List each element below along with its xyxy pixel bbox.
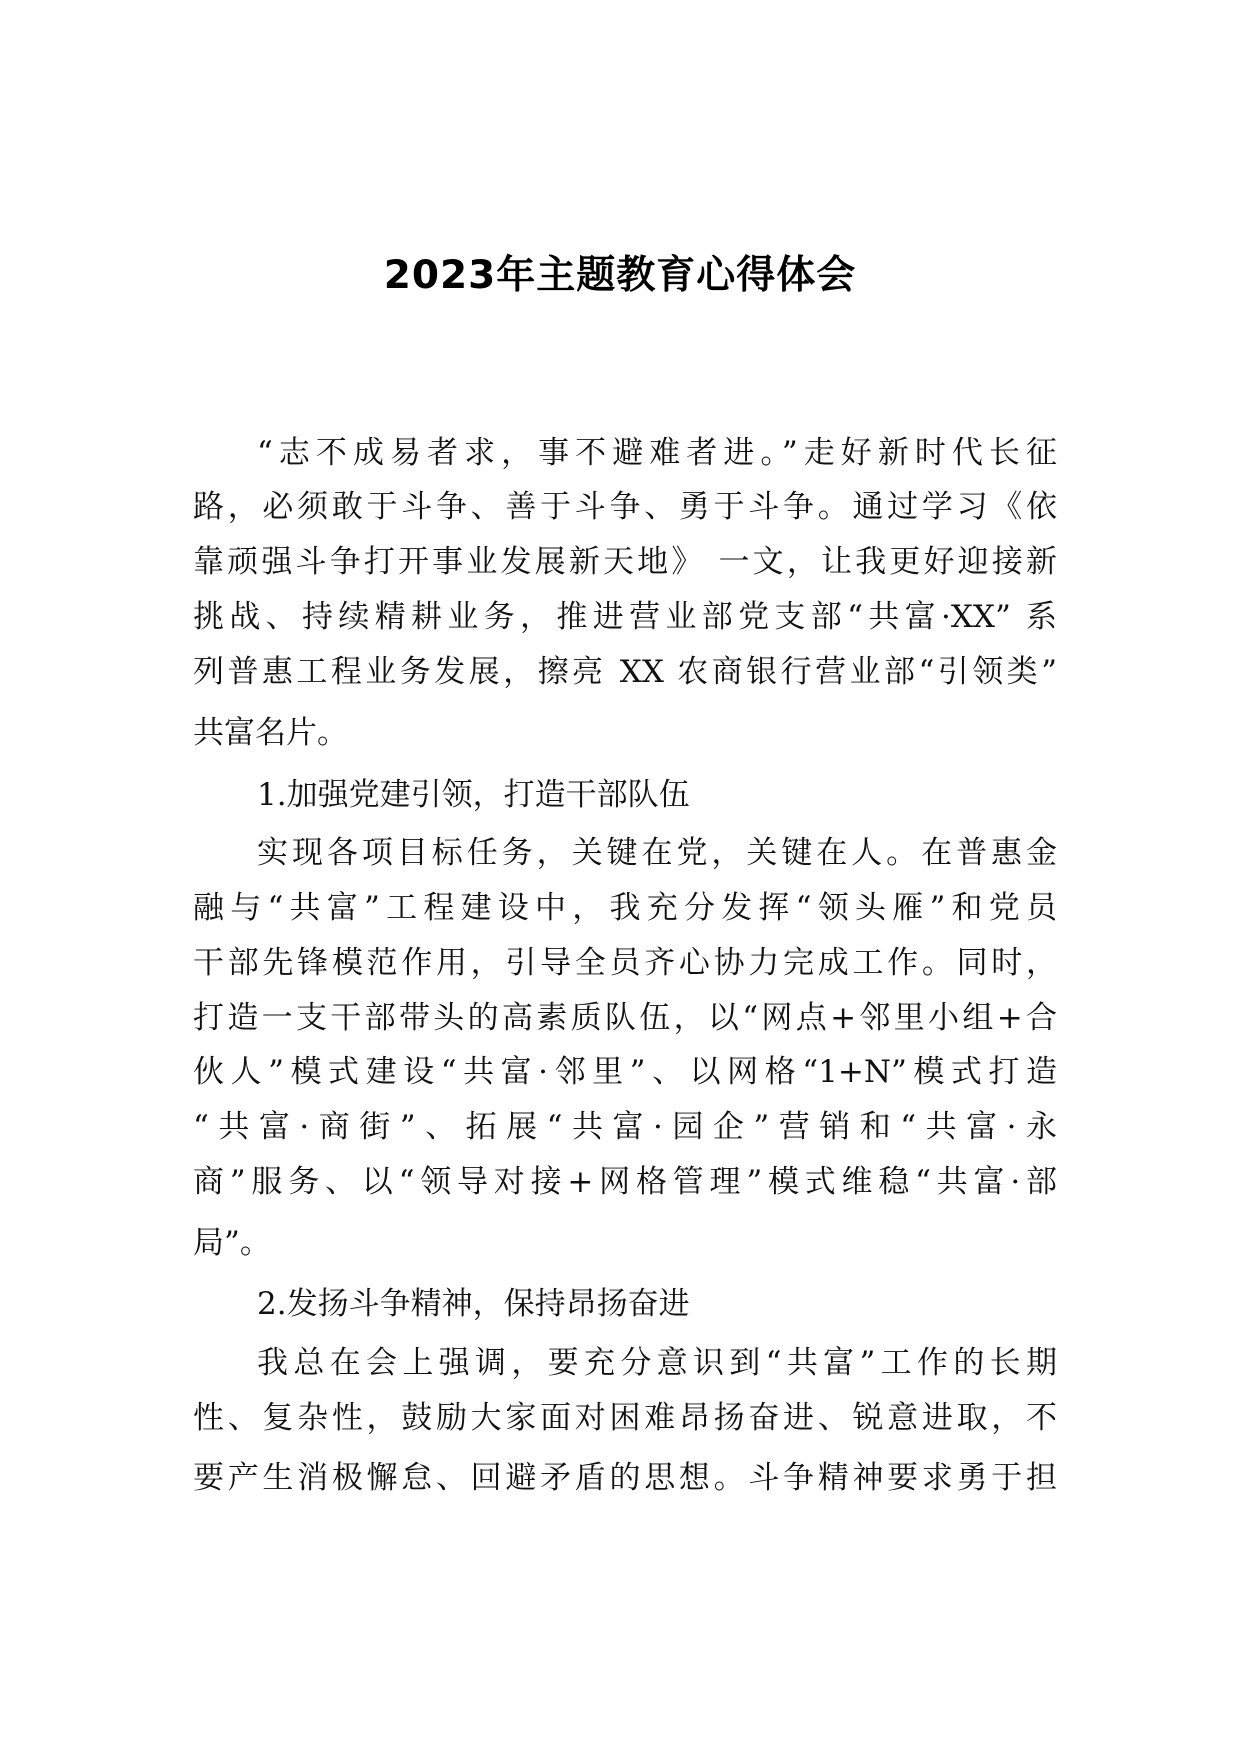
paragraph-line: 干部先锋模范作用，引导全员齐心协力完成工作。同时， <box>193 945 1057 981</box>
section-heading-2: 2.发扬斗争精神，保持昂扬奋进 <box>257 1286 690 1322</box>
paragraph-line: 列普惠工程业务发展，擦亮 XX 农商银行营业部“引领类” <box>193 654 1057 690</box>
paragraph-line: 共富名片。 <box>193 715 348 751</box>
paragraph-line: 打造一支干部带头的高素质队伍，以“网点+邻里小组+合 <box>193 1000 1057 1036</box>
document-title: 2023年主题教育心得体会 <box>383 253 857 298</box>
paragraph-line: 融与“共富”工程建设中，我充分发挥“领头雁”和党员 <box>193 890 1057 926</box>
paragraph-line: 我总在会上强调，要充分意识到“共富”工作的长期 <box>257 1345 1057 1381</box>
paragraph-line: 性、复杂性，鼓励大家面对困难昂扬奋进、锐意进取，不 <box>193 1400 1057 1436</box>
paragraph-line: “志不成易者求，事不避难者进。”走好新时代长征 <box>257 435 1057 471</box>
paragraph-line: 伙人”模式建设“共富·邻里”、以网格“1+N”模式打造 <box>193 1054 1057 1090</box>
paragraph-line: 挑战、持续精耕业务，推进营业部党支部“共富·XX” 系 <box>193 599 1057 635</box>
paragraph-line: 要产生消极懈怠、回避矛盾的思想。斗争精神要求勇于担 <box>193 1460 1057 1496</box>
paragraph-line: 实现各项目标任务，关键在党，关键在人。在普惠金 <box>257 835 1057 871</box>
paragraph-line: 局”。 <box>193 1225 271 1261</box>
paragraph-line: 商”服务、以“领导对接+网格管理”模式维稳“共富·部 <box>193 1164 1057 1200</box>
paragraph-line: 路，必须敢于斗争、善于斗争、勇于斗争。通过学习《依 <box>193 489 1057 525</box>
paragraph-line: “共富·商街”、拓展“共富·园企”营销和“共富·永 <box>193 1109 1057 1145</box>
paragraph-line: 靠顽强斗争打开事业发展新天地》 一文，让我更好迎接新 <box>193 544 1057 580</box>
section-heading-1: 1.加强党建引领，打造干部队伍 <box>257 777 690 813</box>
